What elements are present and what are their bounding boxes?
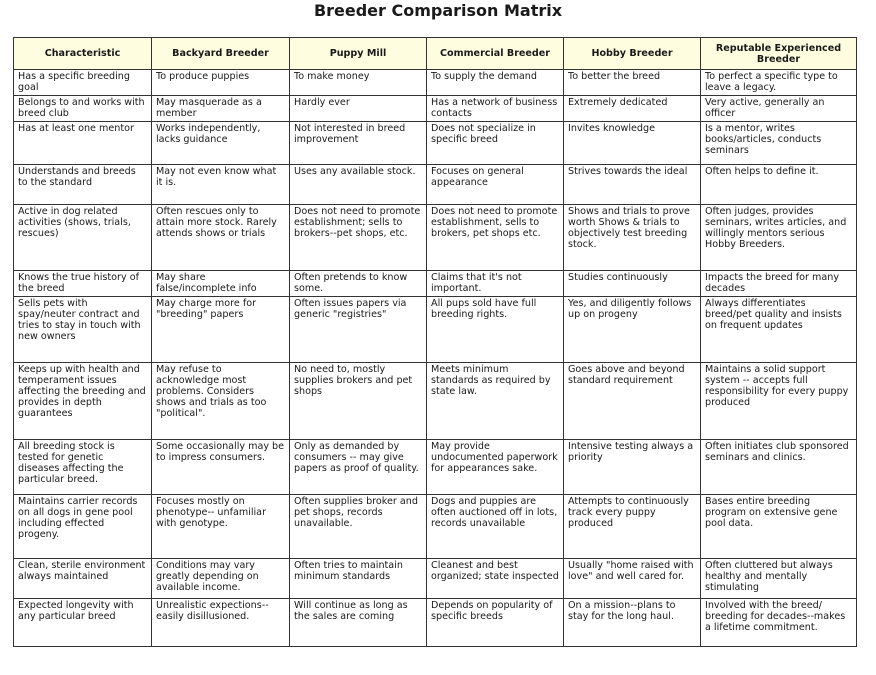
table-row bbox=[14, 495, 857, 559]
table-cell: May refuse to acknowledge most problems. Considers shows and trials as too "political". bbox=[152, 363, 290, 440]
table-row bbox=[14, 205, 857, 271]
table-cell: Usually "home raised with love" and well cared for. bbox=[564, 559, 701, 599]
table-cell: Involved with the breed/ breeding for decades--makes a lifetime commitment. bbox=[701, 599, 857, 647]
table-row bbox=[14, 559, 857, 599]
table-cell: Always differentiates breed/pet quality and insists on frequent updates bbox=[701, 297, 857, 363]
characteristic-cell: All breeding stock is tested for genetic diseases affecting the particular breed. bbox=[14, 440, 152, 495]
header-cell: Backyard Breeder bbox=[152, 38, 290, 70]
header-cell: Reputable Experienced Breeder bbox=[701, 38, 857, 70]
table-cell: Often judges, provides seminars, writes articles, and willingly mentors serious Hobby Breeders. bbox=[701, 205, 857, 271]
table-cell: Claims that it's not important. bbox=[427, 271, 564, 297]
table-cell: Impacts the breed for many decades bbox=[701, 271, 857, 297]
table-cell: Uses any available stock. bbox=[290, 165, 427, 205]
table-cell: Goes above and beyond standard requirement bbox=[564, 363, 701, 440]
table-cell: To better the breed bbox=[564, 70, 701, 96]
table-cell: Very active, generally an officer bbox=[701, 96, 857, 122]
table-cell: All pups sold have full breeding rights. bbox=[427, 297, 564, 363]
table-cell: Yes, and diligently follows up on progeny bbox=[564, 297, 701, 363]
table-cell: Dogs and puppies are often auctioned off in lots, records unavailable bbox=[427, 495, 564, 559]
table-row bbox=[14, 165, 857, 205]
table-cell: Often tries to maintain minimum standards bbox=[290, 559, 427, 599]
table-cell: No need to, mostly supplies brokers and pet shops bbox=[290, 363, 427, 440]
table-cell: Meets minimum standards as required by state law. bbox=[427, 363, 564, 440]
table-row bbox=[14, 363, 857, 440]
table-cell: Attempts to continuously track every puppy produced bbox=[564, 495, 701, 559]
table-cell: Often cluttered but always healthy and mentally stimulating bbox=[701, 559, 857, 599]
table-cell: May masquerade as a member bbox=[152, 96, 290, 122]
table-cell: Invites knowledge bbox=[564, 122, 701, 165]
table-cell: Not interested in breed improvement bbox=[290, 122, 427, 165]
characteristic-cell: Active in dog related activities (shows, trials, rescues) bbox=[14, 205, 152, 271]
table-cell: Shows and trials to prove worth Shows & trials to objectively test breeding stock. bbox=[564, 205, 701, 271]
header-row bbox=[14, 38, 857, 70]
table-cell: To perfect a specific type to leave a legacy. bbox=[701, 70, 857, 96]
table-cell: Some occasionally may be to impress consumers. bbox=[152, 440, 290, 495]
table-cell: Has a network of business contacts bbox=[427, 96, 564, 122]
characteristic-cell: Has at least one mentor bbox=[14, 122, 152, 165]
table-row bbox=[14, 70, 857, 96]
table-cell: Does not specialize in specific breed bbox=[427, 122, 564, 165]
table-cell: To supply the demand bbox=[427, 70, 564, 96]
table-row bbox=[14, 96, 857, 122]
table-cell: Focuses on general appearance bbox=[427, 165, 564, 205]
characteristic-cell: Sells pets with spay/neuter contract and tries to stay in touch with new owners bbox=[14, 297, 152, 363]
table-cell: Often helps to define it. bbox=[701, 165, 857, 205]
table-cell: Unrealistic expections-- easily disillusioned. bbox=[152, 599, 290, 647]
table-cell: Only as demanded by consumers -- may give papers as proof of quality. bbox=[290, 440, 427, 495]
table-cell: Studies continuously bbox=[564, 271, 701, 297]
header-cell: Commercial Breeder bbox=[427, 38, 564, 70]
table-cell: Bases entire breeding program on extensive gene pool data. bbox=[701, 495, 857, 559]
table-cell: Conditions may vary greatly depending on available income. bbox=[152, 559, 290, 599]
table-cell: Will continue as long as the sales are coming bbox=[290, 599, 427, 647]
table-cell: Maintains a solid support system -- accepts full responsibility for every puppy produced bbox=[701, 363, 857, 440]
header-cell: Characteristic bbox=[14, 38, 152, 70]
table-cell: Is a mentor, writes books/articles, conducts seminars bbox=[701, 122, 857, 165]
comparison-table bbox=[13, 37, 857, 647]
table-cell: Cleanest and best organized; state inspected bbox=[427, 559, 564, 599]
table-row bbox=[14, 122, 857, 165]
table-row bbox=[14, 271, 857, 297]
characteristic-cell: Belongs to and works with breed club bbox=[14, 96, 152, 122]
header-cell: Puppy Mill bbox=[290, 38, 427, 70]
table-cell: Focuses mostly on phenotype-- unfamiliar with genotype. bbox=[152, 495, 290, 559]
table-cell: May charge more for "breeding" papers bbox=[152, 297, 290, 363]
table-cell: May not even know what it is. bbox=[152, 165, 290, 205]
characteristic-cell: Has a specific breeding goal bbox=[14, 70, 152, 96]
table-cell: Extremely dedicated bbox=[564, 96, 701, 122]
table-cell: On a mission--plans to stay for the long haul. bbox=[564, 599, 701, 647]
table-cell: May share false/incomplete info bbox=[152, 271, 290, 297]
header-cell: Hobby Breeder bbox=[564, 38, 701, 70]
table-row bbox=[14, 297, 857, 363]
table-cell: To produce puppies bbox=[152, 70, 290, 96]
table-cell: Often supplies broker and pet shops, records unavailable. bbox=[290, 495, 427, 559]
table-cell: Often rescues only to attain more stock. Rarely attends shows or trials bbox=[152, 205, 290, 271]
table-cell: May provide undocumented paperwork for appearances sake. bbox=[427, 440, 564, 495]
characteristic-cell: Understands and breeds to the standard bbox=[14, 165, 152, 205]
table-row bbox=[14, 440, 857, 495]
characteristic-cell: Keeps up with health and temperament issues affecting the breeding and provides in depth guarantees bbox=[14, 363, 152, 440]
table-cell: Does not need to promote establishment, sells to brokers, pet shops etc. bbox=[427, 205, 564, 271]
table-cell: Hardly ever bbox=[290, 96, 427, 122]
table-row bbox=[14, 599, 857, 647]
table-cell: Strives towards the ideal bbox=[564, 165, 701, 205]
table-cell: Works independently, lacks guidance bbox=[152, 122, 290, 165]
table-cell: Often initiates club sponsored seminars and clinics. bbox=[701, 440, 857, 495]
characteristic-cell: Maintains carrier records on all dogs in gene pool including effected progeny. bbox=[14, 495, 152, 559]
table-cell: Intensive testing always a priority bbox=[564, 440, 701, 495]
characteristic-cell: Knows the true history of the breed bbox=[14, 271, 152, 297]
table-cell: Often issues papers via generic "registries" bbox=[290, 297, 427, 363]
characteristic-cell: Clean, sterile environment always maintained bbox=[14, 559, 152, 599]
table-cell: Often pretends to know some. bbox=[290, 271, 427, 297]
table-cell: Does not need to promote establishment; sells to brokers--pet shops, etc. bbox=[290, 205, 427, 271]
table-cell: Depends on popularity of specific breeds bbox=[427, 599, 564, 647]
document-title: Breeder Comparison Matrix bbox=[313, 1, 563, 20]
table-cell: To make money bbox=[290, 70, 427, 96]
characteristic-cell: Expected longevity with any particular breed bbox=[14, 599, 152, 647]
